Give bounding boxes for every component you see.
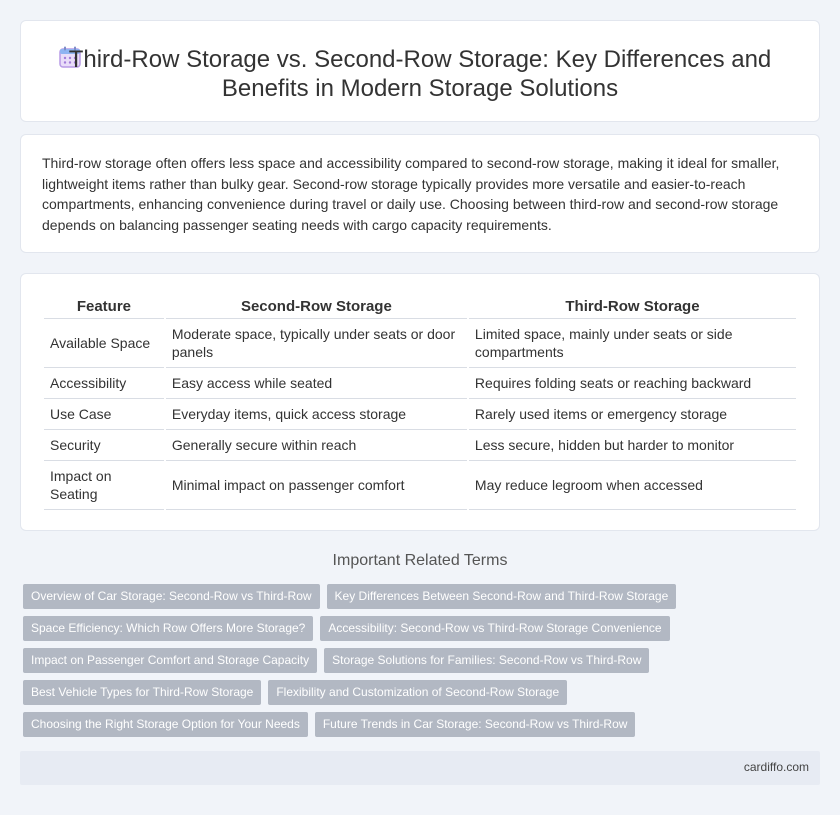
related-term-tag[interactable]: Accessibility: Second-Row vs Third-Row Storage Convenience <box>320 616 669 641</box>
related-terms-tags <box>23 584 823 744</box>
table-header-third-row: Third-Row Storage <box>469 296 796 319</box>
table-cell-third-row: Rarely used items or emergency storage <box>469 399 796 430</box>
table-cell-second-row: Moderate space, typically under seats or door panels <box>166 319 467 368</box>
related-term-tag[interactable]: Storage Solutions for Families: Second-Row vs Third-Row <box>324 648 649 673</box>
table-cell-feature: Accessibility <box>44 368 164 399</box>
table-cell-third-row: May reduce legroom when accessed <box>469 461 796 510</box>
table-cell-second-row: Easy access while seated <box>166 368 467 399</box>
table-cell-feature: Security <box>44 430 164 461</box>
related-term-tag[interactable]: Impact on Passenger Comfort and Storage Capacity <box>23 648 317 673</box>
table-header-feature: Feature <box>44 296 164 319</box>
table-header-second-row: Second-Row Storage <box>166 296 467 319</box>
tag-row <box>23 584 823 609</box>
related-terms-heading: Important Related Terms <box>332 552 508 569</box>
tag-row <box>23 712 823 737</box>
table-cell-second-row: Everyday items, quick access storage <box>166 399 467 430</box>
related-term-tag[interactable]: Future Trends in Car Storage: Second-Row vs Third-Row <box>315 712 636 737</box>
table-row <box>44 430 796 461</box>
comparison-table <box>42 296 798 510</box>
table-cell-second-row: Generally secure within reach <box>166 430 467 461</box>
table-row <box>44 399 796 430</box>
table-header-row <box>44 296 796 319</box>
summary-text: Third-row storage often offers less space and accessibility compared to second-row storage, making it ideal for smaller, lightweight items rather than bulky gear. Second-row storage typically provides more versatile and easier-to-reach compartments, enhancing convenience during travel or daily use. Choosing between third-row and second-row storage depends on balancing passenger seating needs with cargo capacity requirements. <box>42 155 780 233</box>
table-row <box>44 461 796 510</box>
tag-row <box>23 616 823 641</box>
table-cell-second-row: Minimal impact on passenger comfort <box>166 461 467 510</box>
tag-row <box>23 680 823 705</box>
table-row <box>44 319 796 368</box>
related-term-tag[interactable]: Choosing the Right Storage Option for Your Needs <box>23 712 308 737</box>
footer <box>20 751 820 785</box>
related-term-tag[interactable]: Overview of Car Storage: Second-Row vs Third-Row <box>23 584 320 609</box>
page-title-line-1: Third-Row Storage vs. Second-Row Storage: Key Differences and <box>68 46 772 73</box>
table-cell-third-row: Less secure, hidden but harder to monitor <box>469 430 796 461</box>
page-title-line-2: Benefits in Modern Storage Solutions <box>221 75 619 102</box>
related-term-tag[interactable]: Best Vehicle Types for Third-Row Storage <box>23 680 261 705</box>
related-term-tag[interactable]: Space Efficiency: Which Row Offers More Storage? <box>23 616 313 641</box>
related-term-tag[interactable]: Flexibility and Customization of Second-Row Storage <box>268 680 567 705</box>
table-cell-third-row: Requires folding seats or reaching backward <box>469 368 796 399</box>
page-title <box>21 45 819 103</box>
related-term-tag[interactable]: Key Differences Between Second-Row and Third-Row Storage <box>327 584 677 609</box>
table-cell-third-row: Limited space, mainly under seats or side compartments <box>469 319 796 368</box>
tag-row <box>23 648 823 673</box>
footer-site-link[interactable]: cardiffo.com <box>743 760 809 774</box>
comparison-table-card <box>20 273 820 531</box>
table-cell-feature: Impact on Seating <box>44 461 164 510</box>
table-cell-feature: Available Space <box>44 319 164 368</box>
summary-card <box>20 134 820 253</box>
title-card <box>20 20 820 122</box>
table-cell-feature: Use Case <box>44 399 164 430</box>
table-row <box>44 368 796 399</box>
